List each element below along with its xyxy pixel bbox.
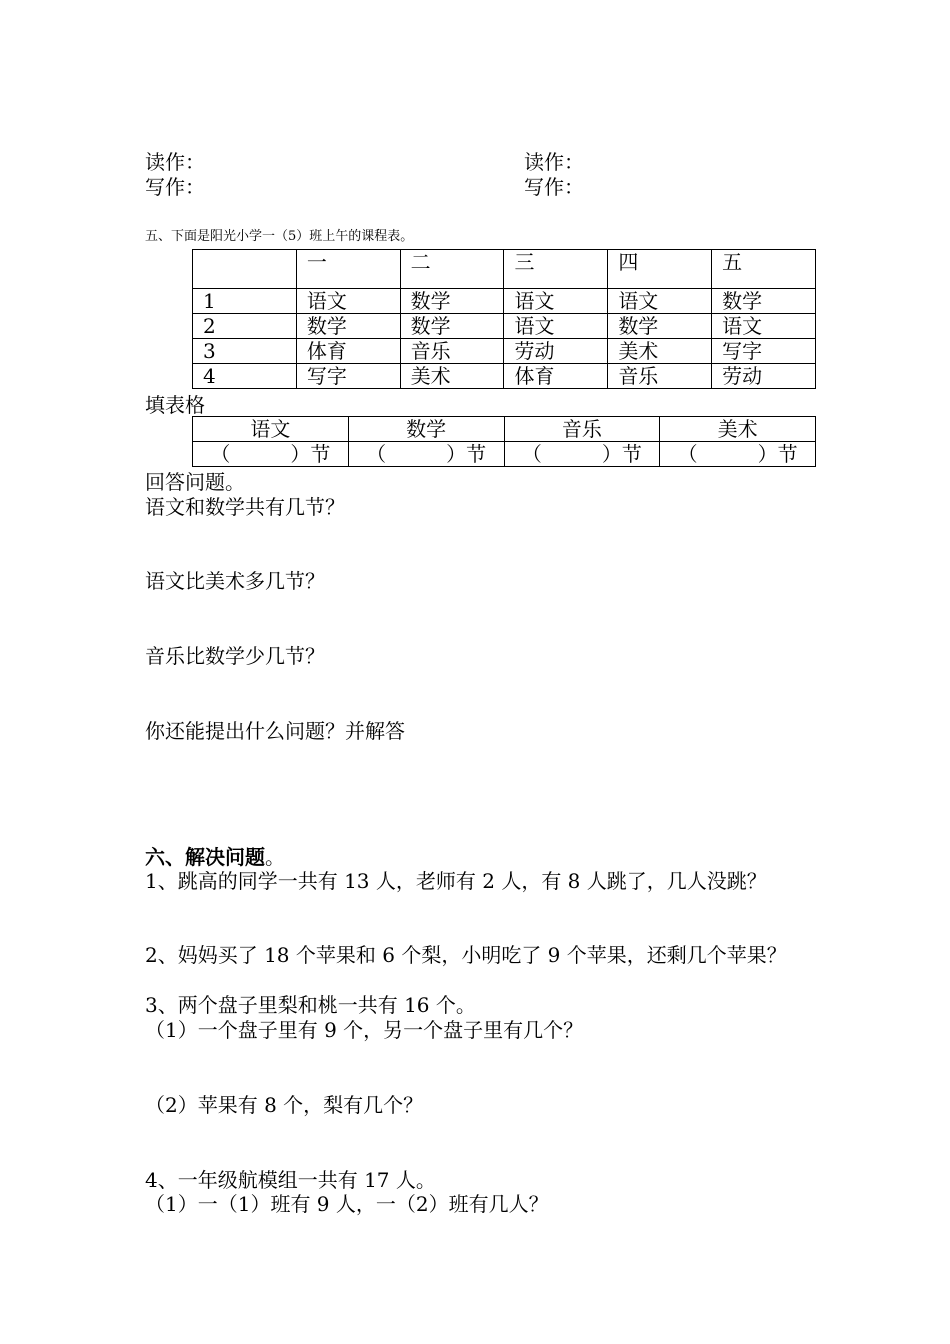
schedule-header-cell: 五 xyxy=(712,250,816,289)
fill-subject-cell: 语文 xyxy=(193,417,349,442)
left-read-label: 读作： xyxy=(145,150,205,174)
schedule-cell: 体育 xyxy=(504,364,608,389)
problem-2: 2、妈妈买了 18 个苹果和 6 个梨，小明吃了 9 个苹果，还剩几个苹果？ xyxy=(145,943,787,967)
question-3: 音乐比数学少几节？ xyxy=(145,644,325,668)
section6-title-tail: 。 xyxy=(265,845,285,869)
schedule-cell: 语文 xyxy=(504,289,608,314)
question-4: 你还能提出什么问题？并解答 xyxy=(145,719,405,743)
schedule-header-cell: 二 xyxy=(400,250,504,289)
schedule-cell: 美术 xyxy=(400,364,504,389)
schedule-cell: 数学 xyxy=(400,289,504,314)
fill-blank-cell[interactable]: （ ）节 xyxy=(348,442,504,467)
schedule-row xyxy=(193,289,816,314)
fill-subject-cell: 音乐 xyxy=(504,417,660,442)
fill-blank-cell[interactable]: （ ）节 xyxy=(660,442,816,467)
schedule-cell: 1 xyxy=(193,289,297,314)
schedule-header-cell: 三 xyxy=(504,250,608,289)
fill-subject-cell: 美术 xyxy=(660,417,816,442)
schedule-cell: 音乐 xyxy=(400,339,504,364)
fill-table-label: 填表格 xyxy=(145,393,205,417)
schedule-cell: 劳动 xyxy=(504,339,608,364)
schedule-cell: 体育 xyxy=(296,339,400,364)
fill-blank-cell[interactable]: （ ）节 xyxy=(504,442,660,467)
schedule-table xyxy=(192,249,816,389)
schedule-header-row xyxy=(193,250,816,289)
schedule-header-cell: 一 xyxy=(296,250,400,289)
schedule-cell: 2 xyxy=(193,314,297,339)
section6-title xyxy=(145,845,285,869)
answer-questions-label: 回答问题。 xyxy=(145,470,245,494)
schedule-row xyxy=(193,339,816,364)
schedule-header-cell: 四 xyxy=(608,250,712,289)
section5-title: 五、下面是阳光小学一（5）班上午的课程表。 xyxy=(145,229,414,244)
problem-3: 3、两个盘子里梨和桃一共有 16 个。 xyxy=(145,993,476,1017)
schedule-row xyxy=(193,364,816,389)
schedule-cell: 语文 xyxy=(504,314,608,339)
schedule-cell: 数学 xyxy=(608,314,712,339)
schedule-cell: 写字 xyxy=(296,364,400,389)
schedule-cell: 数学 xyxy=(400,314,504,339)
schedule-cell: 4 xyxy=(193,364,297,389)
schedule-cell: 语文 xyxy=(608,289,712,314)
schedule-cell: 写字 xyxy=(712,339,816,364)
problem-3-part-2: （2）苹果有 8 个，梨有几个？ xyxy=(145,1093,424,1117)
problem-3-part-1: （1）一个盘子里有 9 个，另一个盘子里有几个？ xyxy=(145,1018,584,1042)
question-1: 语文和数学共有几节？ xyxy=(145,495,345,519)
schedule-cell: 语文 xyxy=(712,314,816,339)
fill-blank-row xyxy=(193,442,816,467)
fill-subject-row xyxy=(193,417,816,442)
fill-table xyxy=(192,416,816,467)
right-write-label: 写作： xyxy=(524,175,584,199)
problem-4-part-1: （1）一（1）班有 9 人，一（2）班有几人？ xyxy=(145,1192,549,1216)
left-write-label: 写作： xyxy=(145,175,205,199)
schedule-cell: 数学 xyxy=(296,314,400,339)
schedule-cell: 音乐 xyxy=(608,364,712,389)
fill-blank-cell[interactable]: （ ）节 xyxy=(193,442,349,467)
schedule-cell: 美术 xyxy=(608,339,712,364)
schedule-header-cell xyxy=(193,250,297,289)
schedule-row xyxy=(193,314,816,339)
question-2: 语文比美术多几节？ xyxy=(145,569,325,593)
schedule-cell: 劳动 xyxy=(712,364,816,389)
schedule-cell: 3 xyxy=(193,339,297,364)
problem-4: 4、一年级航模组一共有 17 人。 xyxy=(145,1168,436,1192)
problem-1: 1、跳高的同学一共有 13 人，老师有 2 人，有 8 人跳了，几人没跳？ xyxy=(145,869,767,893)
schedule-cell: 数学 xyxy=(712,289,816,314)
section6-title-text: 六、解决问题 xyxy=(145,845,265,869)
fill-subject-cell: 数学 xyxy=(348,417,504,442)
schedule-cell: 语文 xyxy=(296,289,400,314)
right-read-label: 读作： xyxy=(524,150,584,174)
